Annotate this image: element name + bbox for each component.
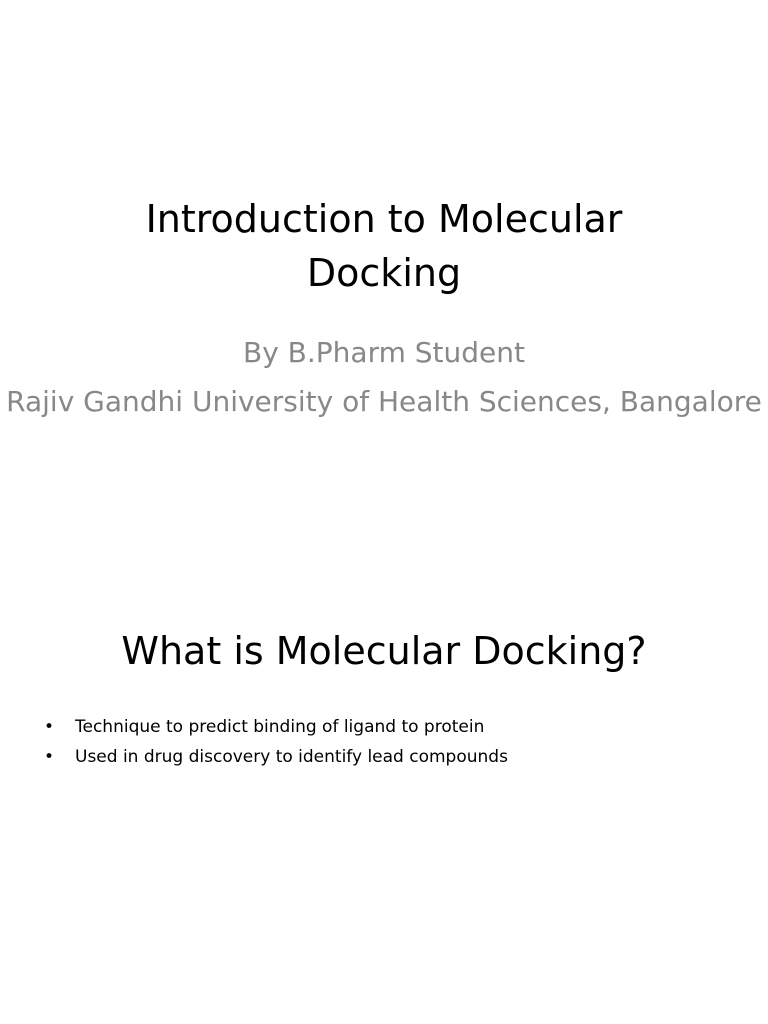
bullet-list [44, 715, 508, 775]
slide-subtitle [0, 334, 768, 423]
bullet-item [44, 745, 508, 775]
content-slide [0, 512, 768, 1024]
bullet-icon: • [44, 717, 55, 737]
bullet-text: Used in drug discovery to identify lead compounds [75, 747, 508, 767]
slide-title-line-1: Introduction to Molecular [145, 197, 623, 241]
slide-title-line-2: Docking [306, 251, 462, 295]
author-line: By B.Pharm Student [243, 336, 525, 369]
slide-title [0, 192, 768, 300]
bullet-item [44, 715, 508, 745]
institution-line: Rajiv Gandhi University of Health Sciences, Bangalore [6, 385, 762, 418]
bullet-icon: • [44, 747, 55, 767]
slide-heading: What is Molecular Docking? [121, 629, 647, 673]
bullet-text: Technique to predict binding of ligand to protein [75, 717, 485, 737]
